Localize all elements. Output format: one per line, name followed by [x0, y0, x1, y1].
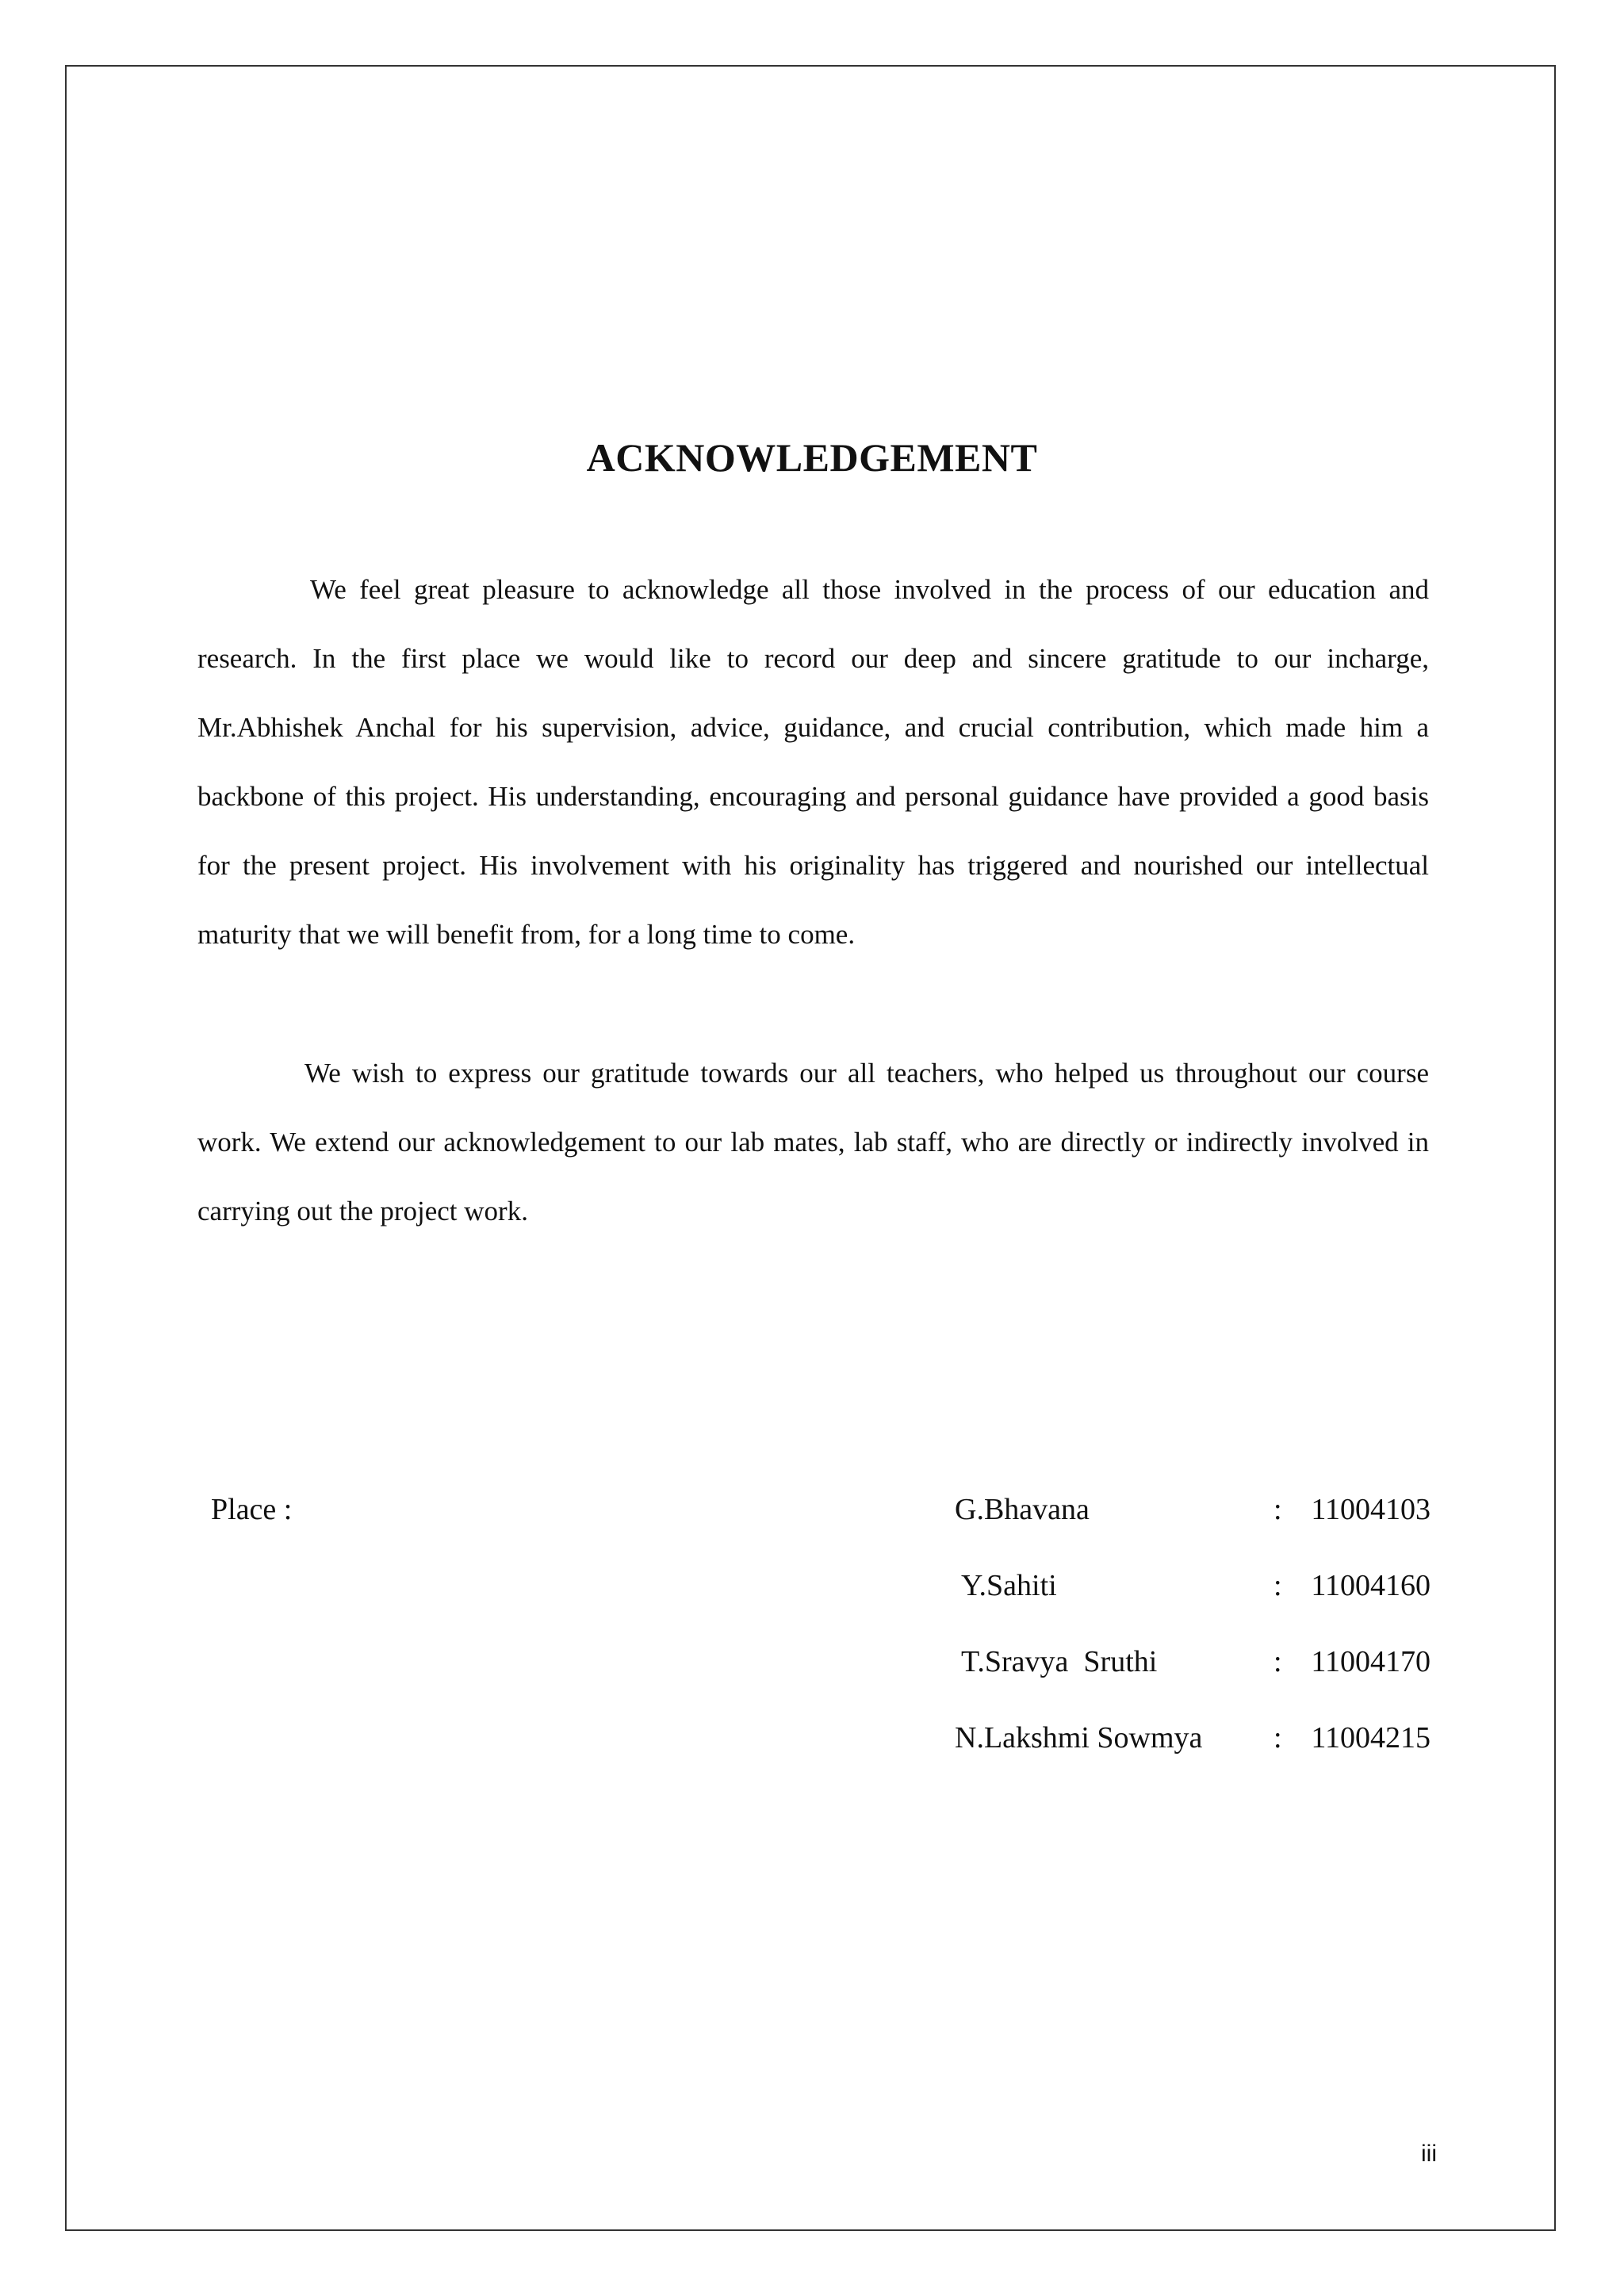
signatory-separator: :	[1274, 1721, 1282, 1755]
signatory-row	[955, 1568, 1438, 1616]
page-title: ACKNOWLEDGEMENT	[586, 435, 1038, 480]
signatory-id: 11004103	[1311, 1493, 1431, 1526]
signatory-row	[955, 1492, 1438, 1540]
signatory-id: 11004160	[1311, 1569, 1431, 1602]
acknowledgement-paragraph-1: We feel great pleasure to acknowledge all those involved in the process of our education and research. In the first place we would like to record our deep and sincere gratitude to our incharge, Mr.Abhishek Anchal for his supervision, advice, guidance, and crucial contribution, which made him a backbone of this project. His understanding, encouraging and personal guidance have provided a good basis for the present project. His involvement with his originality has triggered and nourished our intellectual maturity that we will benefit from, for a long time to come.	[197, 574, 1429, 950]
signatory-id: 11004170	[1311, 1645, 1431, 1678]
signatory-name: N.Lakshmi Sowmya	[955, 1721, 1203, 1755]
signatory-name: T.Sravya Sruthi	[961, 1645, 1158, 1678]
page-number: iii	[1421, 2141, 1437, 2167]
signatory-row	[955, 1644, 1438, 1692]
acknowledgement-paragraph-2: We wish to express our gratitude towards our all teachers, who helped us throughout our course work. We extend our acknowledgement to our lab mates, lab staff, who are directly or indirectly involved in carrying out the project work.	[197, 1058, 1429, 1226]
signatory-row	[955, 1720, 1438, 1768]
signatory-id: 11004215	[1311, 1721, 1431, 1755]
signatory-separator: :	[1274, 1569, 1282, 1602]
place-label: Place :	[211, 1493, 293, 1526]
signatory-separator: :	[1274, 1493, 1282, 1526]
signatory-separator: :	[1274, 1645, 1282, 1678]
signatory-name: G.Bhavana	[955, 1493, 1090, 1526]
signatory-name: Y.Sahiti	[961, 1569, 1057, 1602]
